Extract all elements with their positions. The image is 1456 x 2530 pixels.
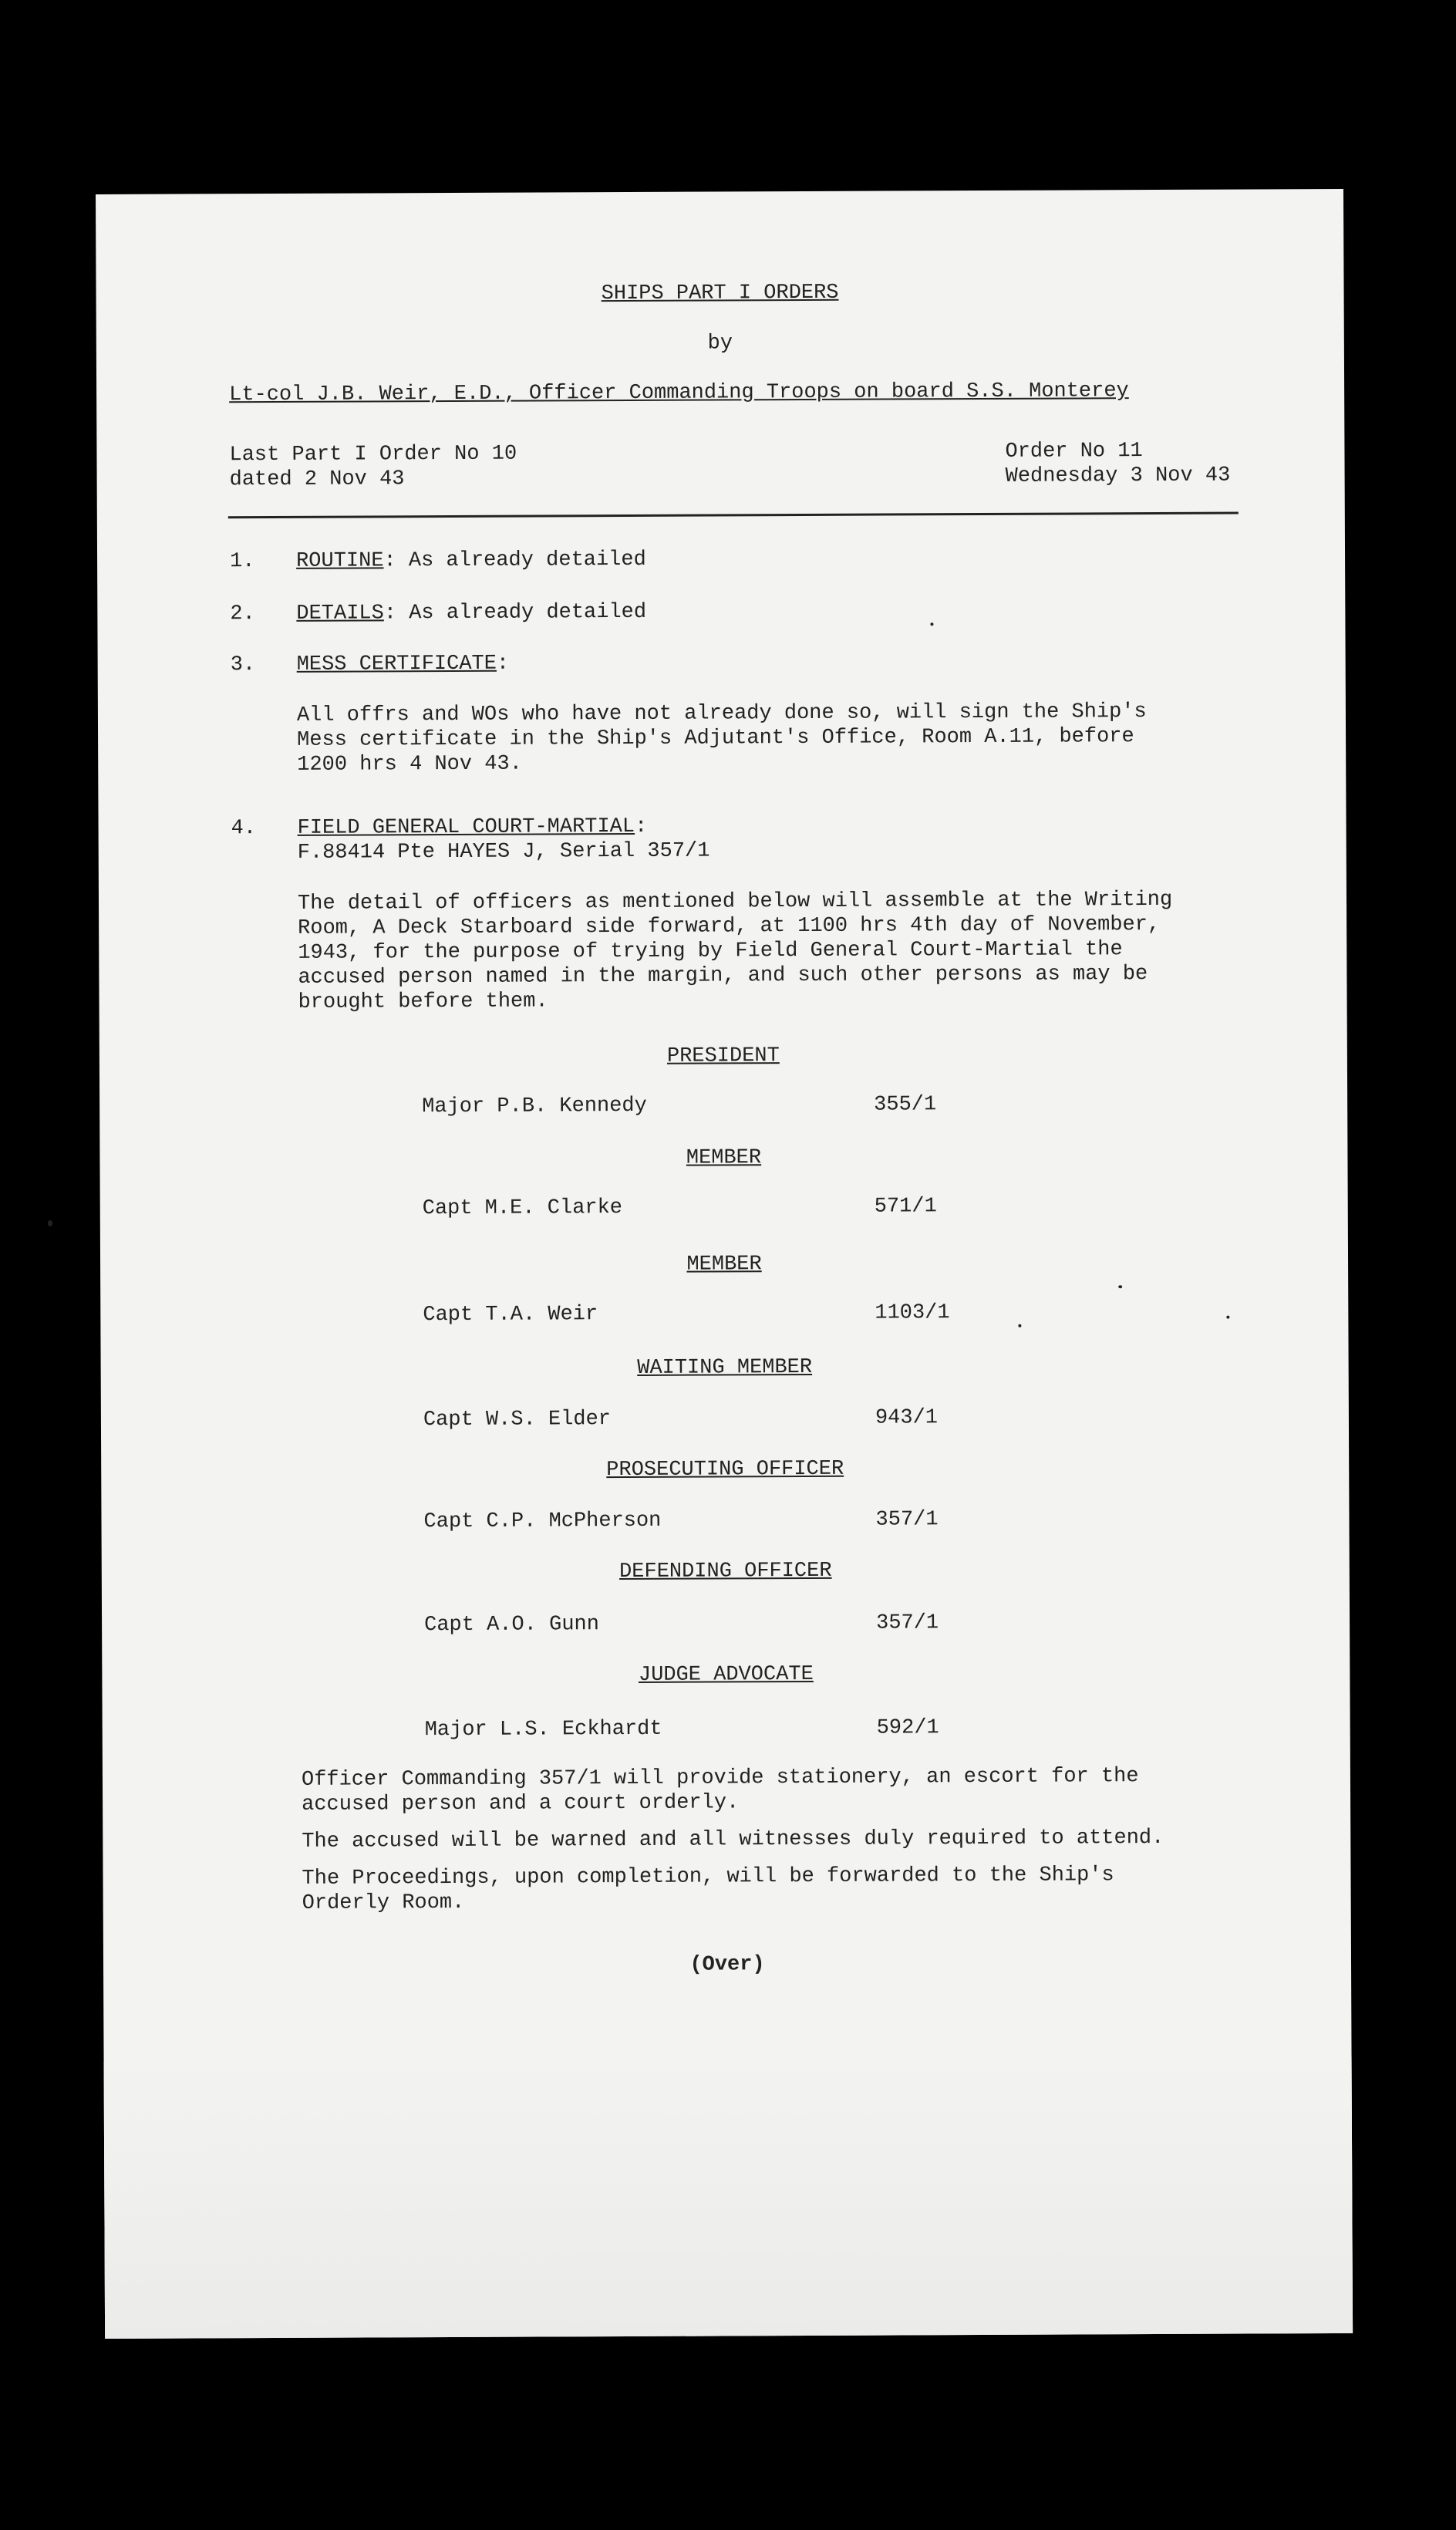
- court-member-name: Major L.S. Eckhardt: [424, 1717, 662, 1742]
- court-line: The detail of officers as mentioned below will assemble at the Writing: [297, 888, 1173, 916]
- court-member-serial: 943/1: [875, 1406, 939, 1430]
- court-member-name: Capt W.S. Elder: [423, 1408, 612, 1432]
- court-role: MEMBER: [686, 1146, 762, 1170]
- item-number: 2.: [230, 602, 255, 626]
- item-heading-mess: MESS CERTIFICATE:: [296, 652, 510, 676]
- court-member-serial: 1103/1: [875, 1301, 950, 1325]
- scan-speck: [1018, 1324, 1021, 1327]
- scan-speck: [48, 1220, 52, 1226]
- closing-line: accused person and a court orderly.: [302, 1791, 740, 1817]
- item-number: 3.: [230, 653, 256, 677]
- over-footer: (Over): [689, 1953, 765, 1977]
- item-heading-routine: ROUTINE: As already detailed: [296, 548, 646, 573]
- accused-line: F.88414 Pte HAYES J, Serial 357/1: [297, 839, 710, 865]
- order-number: Order No 11: [1005, 440, 1143, 464]
- court-role: DEFENDING OFFICER: [618, 1559, 832, 1584]
- closing-line: The Proceedings, upon completion, will be forwarded to the Ship's: [302, 1864, 1114, 1891]
- court-member-name: Capt A.O. Gunn: [424, 1613, 600, 1638]
- court-member-name: Capt M.E. Clarke: [422, 1196, 623, 1221]
- scan-speck: [1226, 1316, 1229, 1319]
- item-number: 4.: [231, 817, 257, 841]
- document-page: [96, 189, 1353, 2339]
- header-rule: [228, 512, 1239, 519]
- court-member-serial: 571/1: [874, 1195, 937, 1219]
- court-line: brought before them.: [298, 990, 548, 1014]
- court-role: PRESIDENT: [666, 1044, 780, 1068]
- court-line: Room, A Deck Starboard side forward, at 1100 hrs 4th day of November,: [298, 912, 1161, 940]
- order-date: Wednesday 3 Nov 43: [1005, 464, 1231, 488]
- court-member-serial: 357/1: [875, 1508, 939, 1532]
- item-number: 1.: [230, 550, 255, 574]
- last-order-date: dated 2 Nov 43: [229, 467, 405, 492]
- court-role: WAITING MEMBER: [637, 1355, 813, 1380]
- court-line: accused person named in the margin, and such other persons as may be: [298, 963, 1148, 990]
- closing-line: Officer Commanding 357/1 will provide stationery, an escort for the: [301, 1765, 1139, 1792]
- court-member-name: Major P.B. Kennedy: [422, 1094, 647, 1119]
- scan-speck: [930, 622, 933, 626]
- scan-speck: [1118, 1285, 1122, 1288]
- court-member-serial: 592/1: [876, 1716, 939, 1740]
- court-line: 1943, for the purpose of trying by Field General Court-Martial the: [298, 938, 1123, 965]
- mess-line: Mess certificate in the Ship's Adjutant's Office, Room A.11, before: [297, 725, 1134, 752]
- court-role: MEMBER: [686, 1253, 762, 1277]
- commander-line: Lt-col J.B. Weir, E.D., Officer Commanding Troops on board S.S. Monterey: [229, 380, 1129, 407]
- item-heading-court-martial: FIELD GENERAL COURT-MARTIAL:: [297, 815, 648, 840]
- court-member-name: Capt C.P. McPherson: [423, 1509, 662, 1534]
- item-heading-details: DETAILS: As already detailed: [296, 600, 647, 626]
- court-role: JUDGE ADVOCATE: [638, 1662, 814, 1687]
- court-member-serial: 357/1: [876, 1611, 939, 1635]
- court-member-name: Capt T.A. Weir: [423, 1303, 598, 1327]
- mess-line: 1200 hrs 4 Nov 43.: [297, 752, 522, 777]
- court-member-serial: 355/1: [874, 1093, 937, 1117]
- court-role: PROSECUTING OFFICER: [606, 1457, 844, 1483]
- closing-line: Orderly Room.: [302, 1891, 465, 1915]
- document-title: SHIPS PART I ORDERS: [601, 281, 839, 306]
- last-order-number: Last Part I Order No 10: [229, 442, 517, 467]
- closing-line: The accused will be warned and all witnesses duly required to attend.: [302, 1826, 1164, 1854]
- by-line: by: [707, 332, 733, 356]
- mess-line: All offrs and WOs who have not already done so, will sign the Ship's: [296, 700, 1147, 727]
